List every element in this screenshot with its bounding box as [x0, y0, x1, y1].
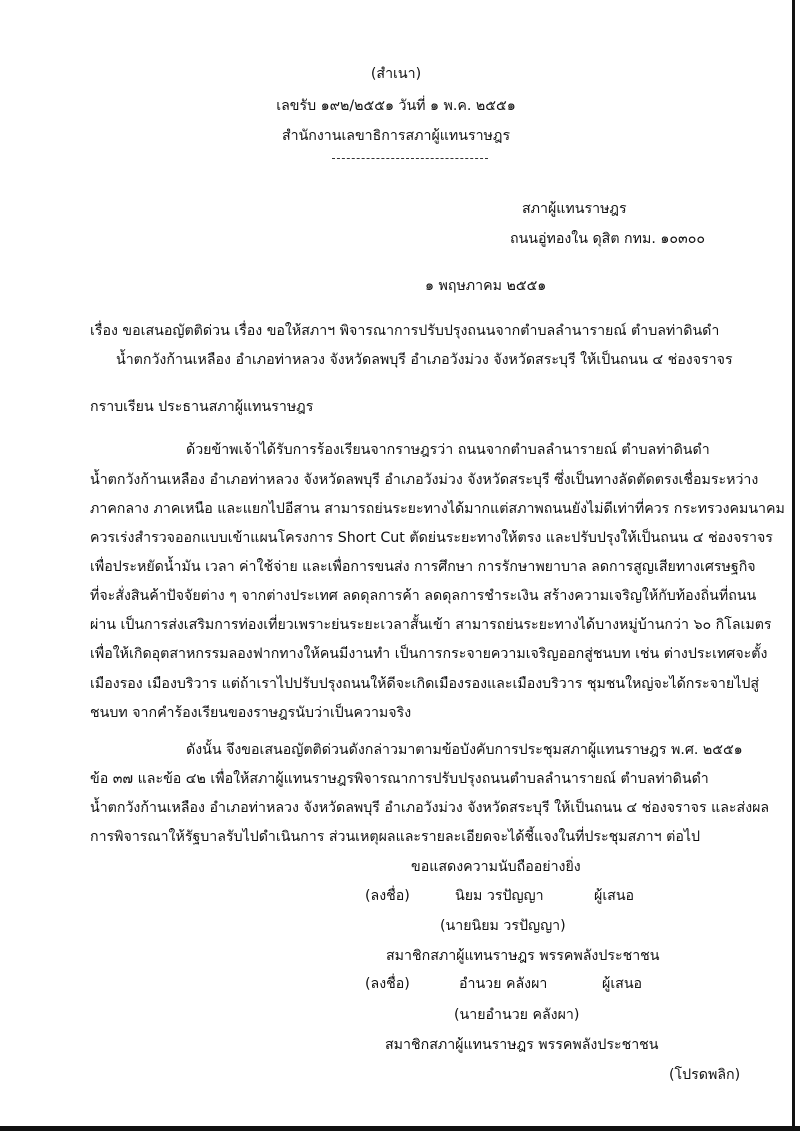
body-line: ควรเร่งสำรวจออกแบบเข้าแผนโครงการ Short Cut ตัดย่นระยะทางให้ตรง และปรับปรุงให้เป็นถนน ๔ ช่องจราจร	[90, 530, 773, 546]
sender-org: สภาผู้แทนราษฎร	[522, 201, 627, 217]
body-line: ภาคกลาง ภาคเหนือ และแยกไปอีสาน สามารถย่นระยะทางได้มากแต่สภาพถนนยังไม่ดีเท่าที่ควร กระทรวงคมนาคม	[90, 501, 785, 517]
signer-role: ผู้เสนอ	[594, 888, 635, 904]
signer-role: ผู้เสนอ	[602, 976, 643, 992]
body-line: ชนบท จากคำร้องเรียนของราษฎรนับว่าเป็นความจริง	[90, 705, 412, 721]
scan-edge	[0, 1126, 800, 1131]
signature: อำนวย คลังผา	[459, 976, 548, 992]
body-line: ที่จะสั่งสินค้าปัจจัยต่าง ๆ จากต่างประเทศ ลดดุลการค้า ลดดุลการชำระเงิน สร้างความเจริญให้กับท้องถิ่นที่ถนน	[90, 588, 757, 604]
body-line: น้ำตกวังก้านเหลือง อำเภอท่าหลวง จังหวัดลพบุรี อำเภอวังม่วง จังหวัดสระบุรี ให้เป็นถนน ๔ ช่องจราจร และส่งผล	[90, 800, 770, 816]
printed-name: (นายนิยม วรปัญญา)	[440, 918, 566, 934]
closing-phrase: ขอแสดงความนับถืออย่างยิ่ง	[411, 859, 581, 875]
letter-date: ๑ พฤษภาคม ๒๕๕๑	[425, 278, 547, 294]
signature: นิยม วรปัญญา	[455, 888, 544, 904]
sign-label: (ลงชื่อ)	[365, 888, 410, 904]
body-line: เมืองรอง เมืองบริวาร แต่ถ้าเราไปปรับปรุงถนนให้ดีจะเกิดเมืองรองและเมืองบริวาร ชุมชนใหญ่จะได้กระจายไปสู่	[90, 676, 760, 692]
body-line: ด้วยข้าพเจ้าได้รับการร้องเรียนจากราษฎรว่า ถนนจากตำบลลำนารายณ์ ตำบลท่าดินดำ	[186, 442, 710, 458]
sender-address: ถนนอู่ทองใน ดุสิต กทม. ๑๐๓๐๐	[510, 231, 706, 247]
body-line: น้ำตกวังก้านเหลือง อำเภอท่าหลวง จังหวัดลพบุรี อำเภอวังม่วง จังหวัดสระบุรี ซึ่งเป็นทางลัดตัดตรงเชื่อมระหว่าง	[90, 472, 759, 488]
body-line: เพื่อให้เกิดอุตสาหกรรมลองฟากทางให้คนมีงานทำ เป็นการกระจายความเจริญออกสู่ชนบท เช่น ต่างประเทศจะตั้ง	[90, 646, 768, 662]
page-turn-note: (โปรดพลิก)	[669, 1067, 741, 1083]
body-line: ข้อ ๓๗ และข้อ ๔๒ เพื่อให้สภาผู้แทนราษฎรพิจารณาการปรับปรุงถนนตำบลลำนารายณ์ ตำบลท่าดินดำ	[90, 771, 709, 787]
body-line: การพิจารณาให้รัฐบาลรับไปดำเนินการ ส่วนเหตุผลและรายละเอียดจะได้ชี้แจงในที่ประชุมสภาฯ ต่อไป	[90, 829, 700, 845]
signer-position: สมาชิกสภาผู้แทนราษฎร พรรคพลังประชาชน	[385, 1037, 659, 1053]
signer-position: สมาชิกสภาผู้แทนราษฎร พรรคพลังประชาชน	[386, 948, 660, 964]
salutation: กราบเรียน ประธานสภาผู้แทนราษฎร	[90, 399, 314, 415]
subject-line-2: น้ำตกวังก้านเหลือง อำเภอท่าหลวง จังหวัดลพบุรี อำเภอวังม่วง จังหวัดสระบุรี ให้เป็นถนน ๔ ช่องจราจร	[116, 352, 733, 368]
copy-mark: (สำเนา)	[370, 66, 422, 82]
printed-name: (นายอำนวย คลังผา)	[454, 1007, 580, 1023]
body-line: ผ่าน เป็นการส่งเสริมการท่องเที่ยวเพราะย่นระยะเวลาสั้นเข้า สามารถย่นระยะทางได้บางหมู่บ้านกว่า ๖๐ กิโลเมตร	[90, 617, 772, 633]
receipt-number: เลขรับ ๑๙๒/๒๕๕๑ วันที่ ๑ พ.ค. ๒๕๕๑	[276, 98, 516, 114]
subject-line-1: เรื่อง ขอเสนอญัตติด่วน เรื่อง ขอให้สภาฯ พิจารณาการปรับปรุงถนนจากตำบลลำนารายณ์ ตำบลท่าดินดำ	[90, 323, 720, 339]
receiving-office: สำนักงานเลขาธิการสภาผู้แทนราษฎร	[281, 128, 511, 144]
body-line: เพื่อประหยัดน้ำมัน เวลา ค่าใช้จ่าย และเพื่อการขนส่ง การศึกษา การรักษาพยาบาล ลดการสูญเสียทางเศรษฐกิจ	[90, 559, 756, 575]
sign-label: (ลงชื่อ)	[365, 976, 410, 992]
header-divider	[332, 158, 488, 159]
body-line: ดังนั้น จึงขอเสนอญัตติด่วนดังกล่าวมาตามข้อบังคับการประชุมสภาผู้แทนราษฎร พ.ศ. ๒๕๕๑	[186, 742, 743, 758]
